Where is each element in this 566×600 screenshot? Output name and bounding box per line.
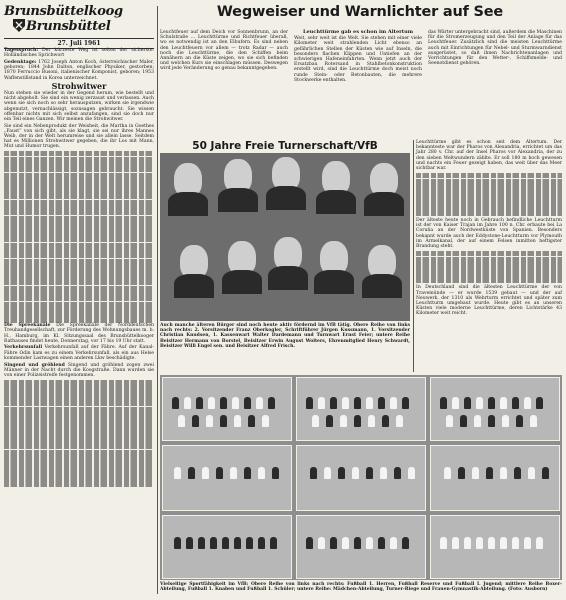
sports-photo-caption: Vielseitige Sportfähigkeit im VfB: Obere Reihe von links nach rechts: Fußball 1. Herren, Fußball Reserve und Fußball I. Jugend; mittlere Reihe Boxer-Abteilung, Fußball 1. Knaben und Fußball 1. Schüler; untere Reihe: Mädchen-Abteilung, Turner-Riege und Frauen-Gymnastik-Abteilung. (Foto: Ausborn) (160, 582, 562, 593)
text-filler (416, 173, 562, 216)
portrait-photo (160, 153, 410, 321)
strohwitwer-heading: Strohwitwer (51, 80, 107, 91)
notice-verkehrsunfall: Verkehrsunfall Verkehrsunfall auf der Fähre. Auf der Kanal-Fähre Odin kam es zu einem Verkehrsunfall, als ein aus Helse kommender Lastwagen einen anderen Lkw beschädigte. (4, 345, 154, 361)
feature-text-a: Leuchtfeuer auf dem Deich vor Sonnenbrunn, an der Schulstraße ... Leuchttürme und Richtfeuer überall, wo es notwendig ist an den Elbufern. Es sind neben den Leuchtfeuern vor allem — trotz Radar — auch noch die Leuchttürme, die den Schiffen beim Annähern an die Küste zeigen, wo sie sich befinden und welchen Kurs sie einschlagen müssen. Deswegen wird jede Veränderung so genau bekanntgegeben. (160, 30, 288, 72)
sports-teams-photo (160, 375, 562, 580)
feature-text-b: Leuchttürme gab es schon im Altertum Weit, sehr weit ist die Welt. Sie stehen mit einer viele Kilometer weit strahlenden Licht ebenso an gefährlichen Stellen der Küsten wie auf Inseln, die besonders flachen Klippen und Untiefen an der schwierigen Hafeneinfahrten. Wenn jetzt auch der Ersatzbau Rotersand in Stahlbetonkonstruktion erstellt wird, sind die Leuchttürme doch meist noch runde Stein- oder Betonbauten, die mehrere Stockwerke enthalten. (294, 29, 422, 83)
column-rule (413, 140, 414, 372)
notice-singend: Singend und gröhlend Singend und gröhlend zogen zwei Männer in der Nacht durch die Koogstraße. Dann wurden sie von einer Polizeistreife festgenommen. (4, 362, 154, 378)
masthead-line-1: Brunsbüttelkoog (4, 4, 123, 19)
gedenktage: Gedenktage: 1762 Joseph Anton Koch, österreichischer Maler, geboren; 1844 John Dalton, englischer Physiker, gestorben; 1870 Ferruccio Busoni, italienischer Komponist, geboren; 1953 Waffenstillstand in Korea unterzeichnet. (4, 59, 154, 81)
crest-icon (12, 18, 26, 32)
strohwitwer-paragraph-1: Nun stehen sie wieder in der Gegend herum, wie bestellt und nicht abgeholt. Sie sind ein wenig zerzaust und verlassen. Auch wenn sie sich noch so sehr herausputzen, wirken sie irgendwie abgenutzt, vernachlässigt, sozusagen gebraucht. Sie wissen offenbar nichts mit sich selbst anzufangen, sind sie doch nur ein Teil eines Ganzen. Wir meinen die Strohwitwer. (4, 90, 154, 122)
photo-title: 50 Jahre Freie Turnerschaft/VfB (192, 140, 378, 152)
left-column (4, 48, 154, 487)
masthead-line-2: Brunsbüttel (26, 19, 111, 34)
photo-caption: Auch manche älteren Bürger sind noch heute aktiv fördernd im VfB tätig. Obere Reihe von links nach rechts: 2. Vorsitzender Franz Oberkogler, Schriftführer Jürgen Kussmann, 1. Vorsitzender Christian Knudsen, 1. Kassenwart Walter Dardemann und Turnwart Ernst Feier; untere Reihe Beisitzer Hermann von Borstel, Beisitzer Erwin August Wolters, Ehrenmitglied Henry Schwardt, Beisitzer Willi Engel sen. und Beisitzer Alfred Frisch. (160, 323, 410, 349)
right-column: Leuchttürme gibt es schon seit dem Altertum. Der bekannteste war der Pharos von Alexandria, errichtet um das Jahr 280 v. Chr. auf der Insel Pharos vor Alexandria, der zu den sieben Weltwundern zählte. Er soll 180 m hoch gewesen und nachts ein Feuer gezeigt haben, das weit über das Meer sichtbar war. Der älteste heute noch in Gebrauch befindliche Leuchtturm ist der von Kaiser Trajan im Jahre 100 n. Chr. erbaute bei La Coruña an der Nordwestküste von Spanien. Besonders bekannt wurde auch der Eddystone-Leuchtturm vor Plymouth im Ärmelkanal, der auf einem Felsen inmitten heftigster Brandung steht. In Deutschland sind die ältesten Leuchttürme der von Travemünde — er wurde 1539 gebaut — und der auf Neuwerk, der 1310 als Wehrturm errichtet und später zum Leuchtturm umgebaut wurde. Heute gibt es an unseren Küsten viele moderne Leuchttürme, deren Lichtstärke 43 Kilometer weit reicht. (416, 140, 562, 317)
feature-headline: Wegweiser und Warnlichter auf See (216, 4, 504, 20)
issue-date: 27. Juli 1961 (4, 38, 154, 49)
tagesspruch: Tagesspruch: Der kürzeste Weg ist selten der sicherste. Holländisches Sprichwort (4, 48, 154, 59)
feature-subhead: Leuchttürme gab es schon im Altertum (302, 29, 414, 35)
feature-text-c: das Wärter untergebracht sind, außerdem die Maschinen für die Stromerzeugung und den Teil der Anlage für das Leuchtfeuer. Zusätzlich sind die meisten Leuchttürme auch mit Einrichtungen für Nebel- und Sturmwarndienst ausgerüstet, so daß ihnen Nachrichtenanlagen und Vorrichtungen für den Wetter-, Schiffsmelde- und Seenotdienst gehören. (428, 30, 562, 67)
strohwitwer-paragraph-2: Sie sind ein Nebenprodukt der Weisheit, die Martha in Goethes „Faust“ von sich gibt, als sie klagt, sie sei nur ihres Mannes Weib, der in der Welt herumreise und sie allein lasse. Seitdem hat es Millionen Strohwitwer gegeben, die ihr Los mit Mann, Mut und Humor trugen. (4, 123, 154, 150)
text-filler (4, 380, 154, 487)
text-filler (4, 151, 154, 323)
masthead (4, 4, 154, 34)
notice-spreekanaele: Die Spreekanäle Die Spreekanäle der Norddeutschen Treuhandgesellschaft, zur Förderung des Wohnungsbaues m. b. H., Hamburg, im Kl. Sitzungssaal des Brunsbüttelkooger Rathauses findet heute, Donnerstag, vor 17 bis 19 Uhr statt. (4, 323, 154, 344)
column-rule (157, 6, 158, 594)
text-filler (416, 251, 562, 283)
